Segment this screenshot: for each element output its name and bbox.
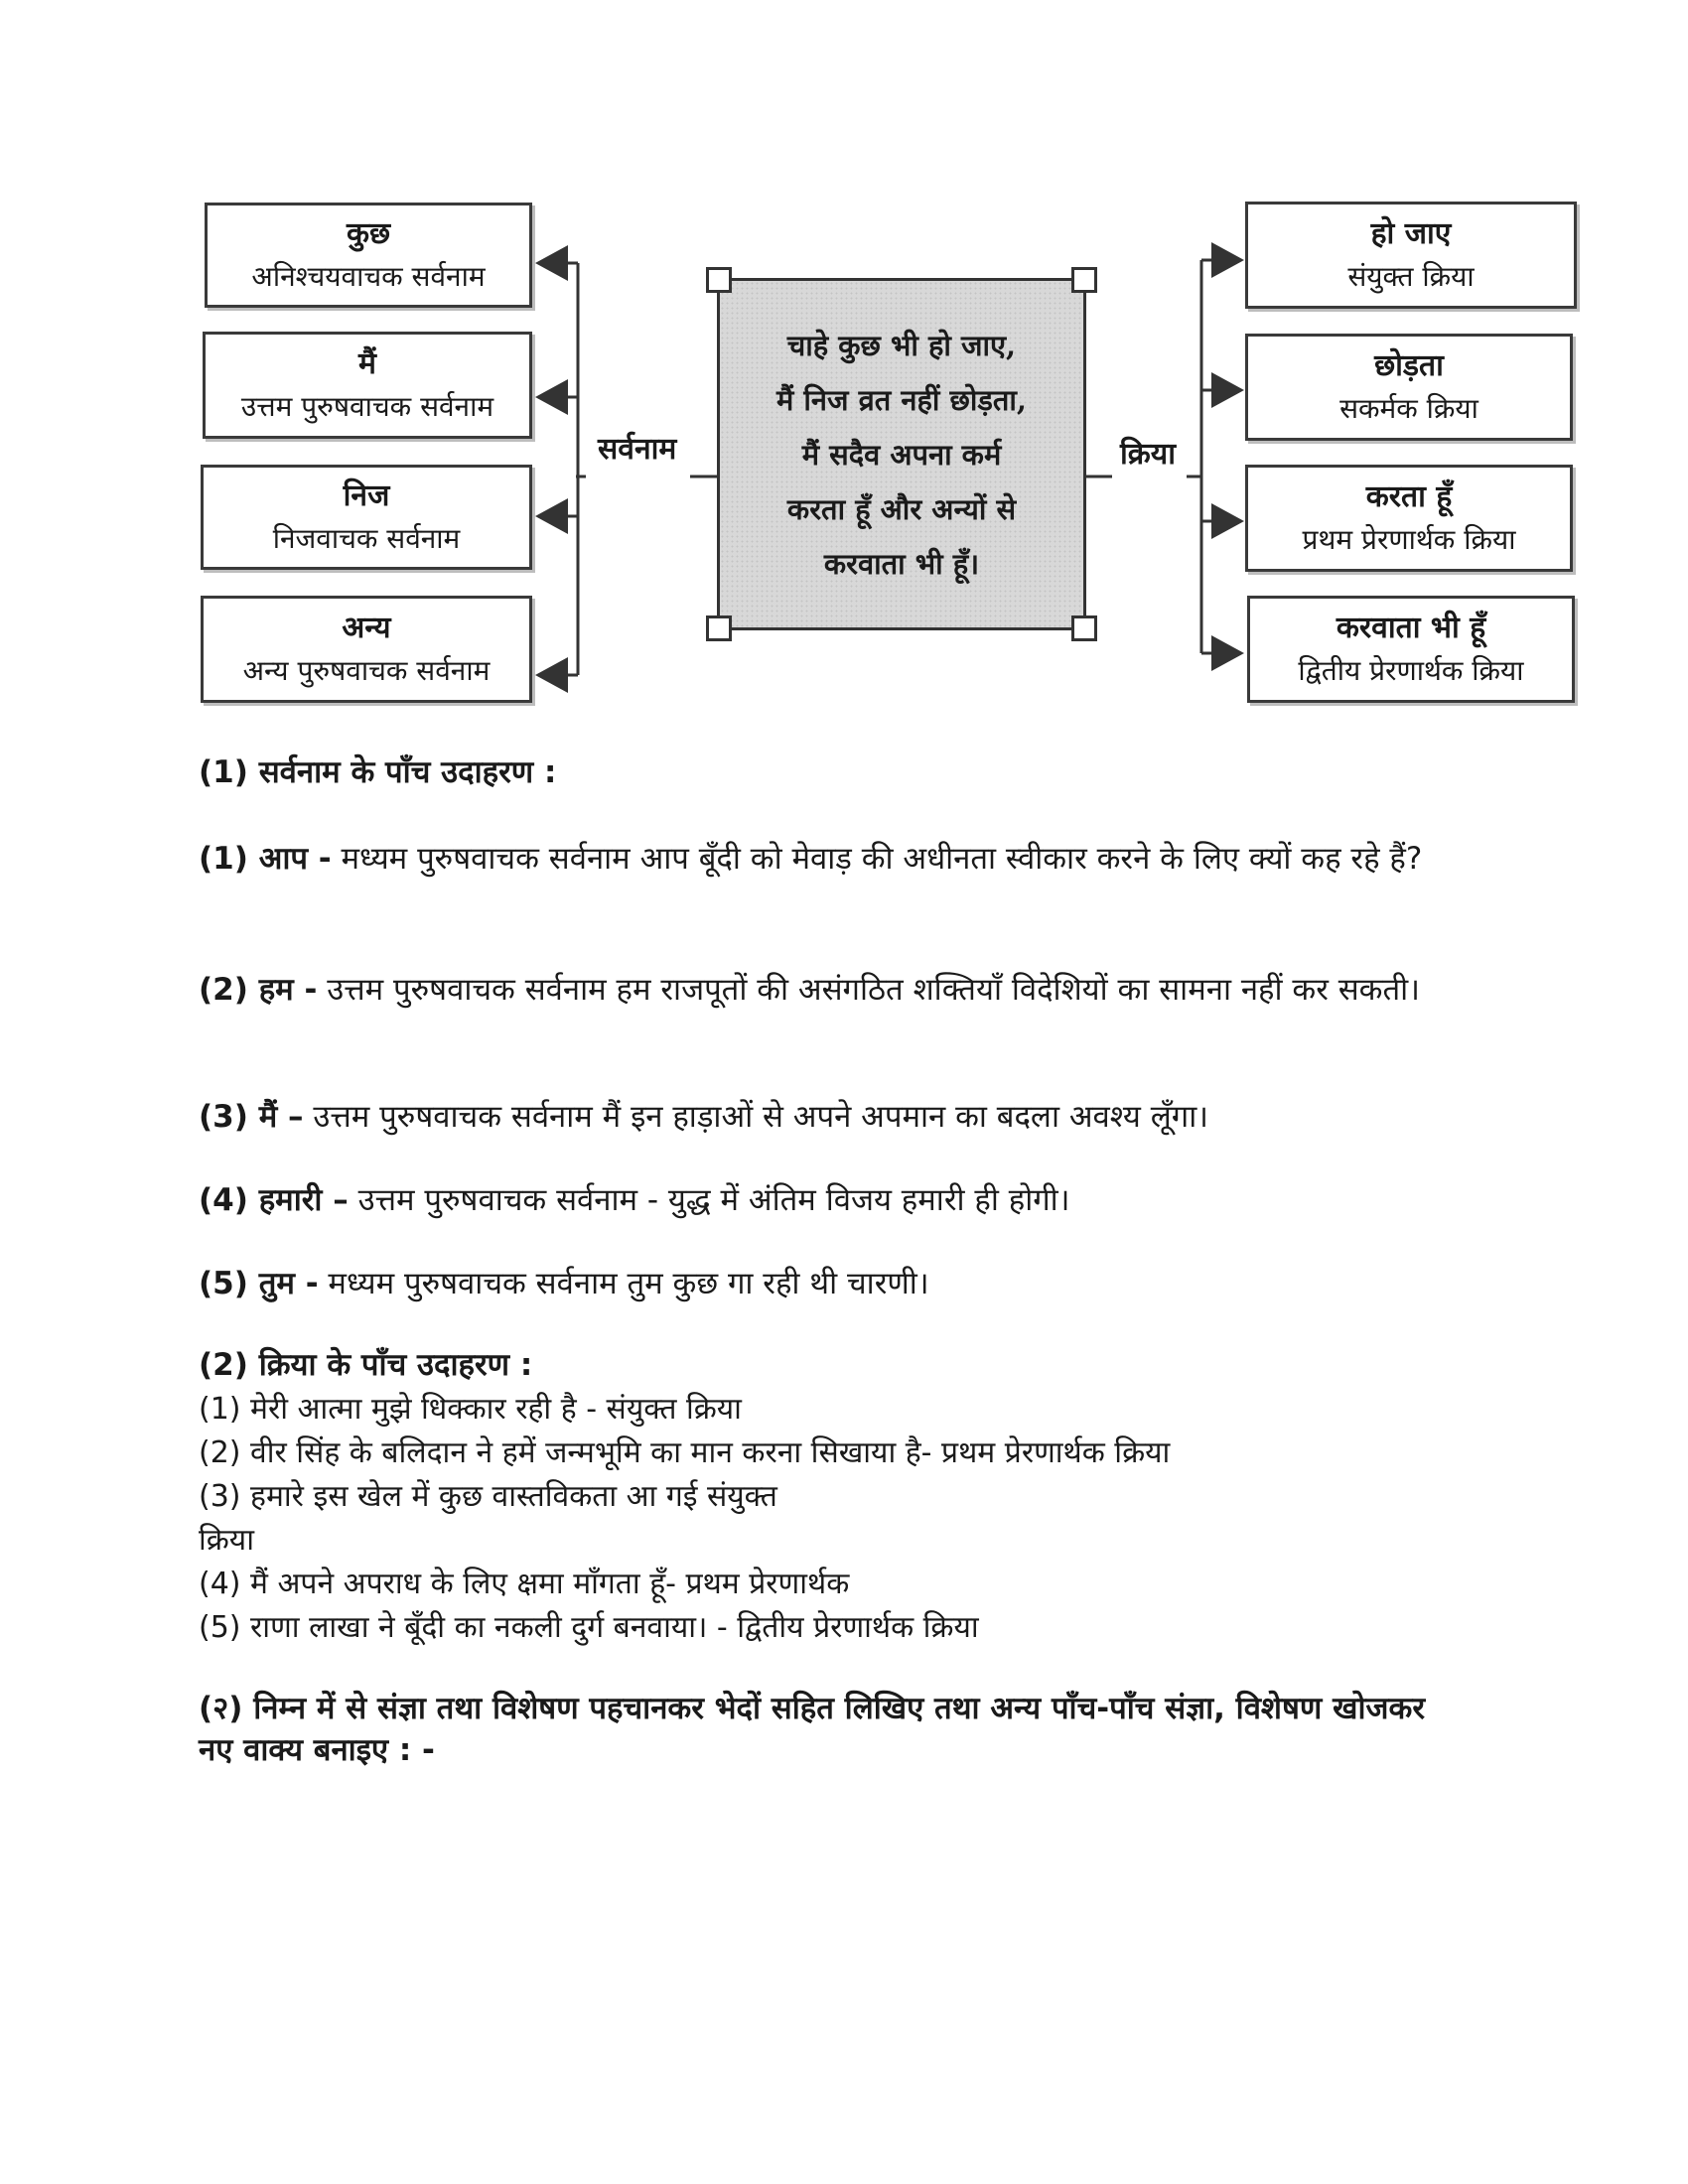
pronoun-branch-label: सर्वनाम — [594, 427, 680, 468]
verb-box-4 — [1247, 596, 1575, 703]
verb-type: संयुक्त क्रिया — [1347, 260, 1475, 293]
verse-line: चाहे कुछ भी हो जाए, — [786, 329, 1017, 362]
verse-line: करवाता भी हूँ। — [823, 547, 980, 581]
verb-word: करता हूँ — [1365, 479, 1453, 514]
pronoun-box-1 — [205, 203, 532, 308]
example-label: (2) हम - — [199, 972, 318, 1008]
example-label: (3) मैं – — [199, 1099, 304, 1135]
pronoun-box-4 — [201, 596, 532, 703]
pronoun-example-1 — [199, 838, 1489, 880]
pronoun-example-4 — [199, 1179, 1489, 1221]
pronoun-box-3 — [201, 465, 532, 570]
pronoun-example-2 — [199, 969, 1489, 1011]
verb-word: हो जाए — [1370, 216, 1452, 251]
verb-type: द्वितीय प्रेरणार्थक क्रिया — [1298, 654, 1524, 687]
example-label: (4) हमारी – — [199, 1182, 349, 1218]
verse-line: करता हूँ और अन्यों से — [786, 492, 1017, 526]
verb-word: छोड़ता — [1374, 348, 1444, 383]
pronoun-word: मैं — [358, 346, 376, 381]
example-text: उत्तम पुरुषवाचक सर्वनाम मैं इन हाड़ाओं से अपने अपमान का बदला अवश्य लूँगा। — [303, 1099, 1209, 1135]
pronoun-example-5 — [199, 1263, 1489, 1304]
example-text: मध्यम पुरुषवाचक सर्वनाम तुम कुछ गा रही थी चारणी। — [318, 1266, 929, 1301]
verse-line: मैं सदैव अपना कर्म — [801, 438, 1002, 472]
section3-heading: (२) निम्न में से संज्ञा तथा विशेषण पहचानकर भेदों सहित लिखिए तथा अन्य पाँच-पाँच संज्ञा, विशेषण खोजकर नए वाक्य बनाइए : - — [199, 1691, 1426, 1768]
pronoun-word: अन्य — [342, 611, 391, 645]
pronoun-word: कुछ — [346, 216, 391, 251]
verb-example-line: (4) मैं अपने अपराध के लिए क्षमा माँगता हूँ- प्रथम प्रेरणार्थक — [199, 1567, 850, 1601]
pronoun-example-3 — [199, 1096, 1489, 1138]
example-label: (1) आप - — [199, 841, 332, 877]
verb-examples — [199, 1388, 1489, 1650]
verb-type: प्रथम प्रेरणार्थक क्रिया — [1302, 523, 1516, 556]
verb-box-3 — [1245, 465, 1573, 572]
example-label: (5) तुम - — [199, 1266, 319, 1301]
verb-box-1 — [1245, 202, 1577, 309]
verb-example-line: क्रिया — [199, 1523, 254, 1558]
pronoun-type: अन्य पुरुषवाचक सर्वनाम — [242, 654, 491, 687]
pronoun-type: उत्तम पुरुषवाचक सर्वनाम — [240, 390, 494, 423]
verb-word: करवाता भी हूँ — [1336, 611, 1486, 645]
verb-example-line: (3) हमारे इस खेल में कुछ वास्तविकता आ गई संयुक्त — [199, 1479, 777, 1514]
verb-box-2 — [1245, 334, 1573, 441]
center-verse-box — [717, 278, 1086, 630]
pronoun-word: निज — [343, 478, 390, 513]
center-verse — [736, 319, 1067, 592]
section1-heading: (1) सर्वनाम के पाँच उदाहरण : — [199, 754, 557, 790]
pronoun-type: अनिश्चयवाचक सर्वनाम — [251, 260, 486, 293]
grammar-diagram — [0, 0, 1688, 735]
example-text: उत्तम पुरुषवाचक सर्वनाम - युद्ध में अंतिम विजय हमारी ही होगी। — [348, 1182, 1070, 1218]
verse-line: मैं निज व्रत नहीं छोड़ता, — [775, 383, 1027, 417]
verb-example-line: (1) मेरी आत्मा मुझे धिक्कार रही है - संयुक्त क्रिया — [199, 1392, 742, 1427]
verb-type: सकर्मक क्रिया — [1339, 392, 1478, 425]
example-text: उत्तम पुरुषवाचक सर्वनाम हम राजपूतों की असंगठित शक्तियाँ विदेशियों का सामना नहीं कर सकती। — [317, 972, 1420, 1008]
pronoun-box-2 — [203, 332, 532, 439]
verb-example-line: (2) वीर सिंह के बलिदान ने हमें जन्मभूमि का मान करना सिखाया है- प्रथम प्रेरणार्थक क्रिया — [199, 1435, 1171, 1470]
example-text: मध्यम पुरुषवाचक सर्वनाम आप बूँदी को मेवाड़ की अधीनता स्वीकार करने के लिए क्यों कह रहे हैं? — [331, 841, 1423, 877]
verb-branch-label: क्रिया — [1116, 432, 1180, 473]
section2-heading: (2) क्रिया के पाँच उदाहरण : — [199, 1347, 533, 1383]
pronoun-type: निजवाचक सर्वनाम — [272, 522, 461, 555]
verb-example-line: (5) राणा लाखा ने बूँदी का नकली दुर्ग बनवाया। - द्वितीय प्रेरणार्थक क्रिया — [199, 1610, 979, 1645]
